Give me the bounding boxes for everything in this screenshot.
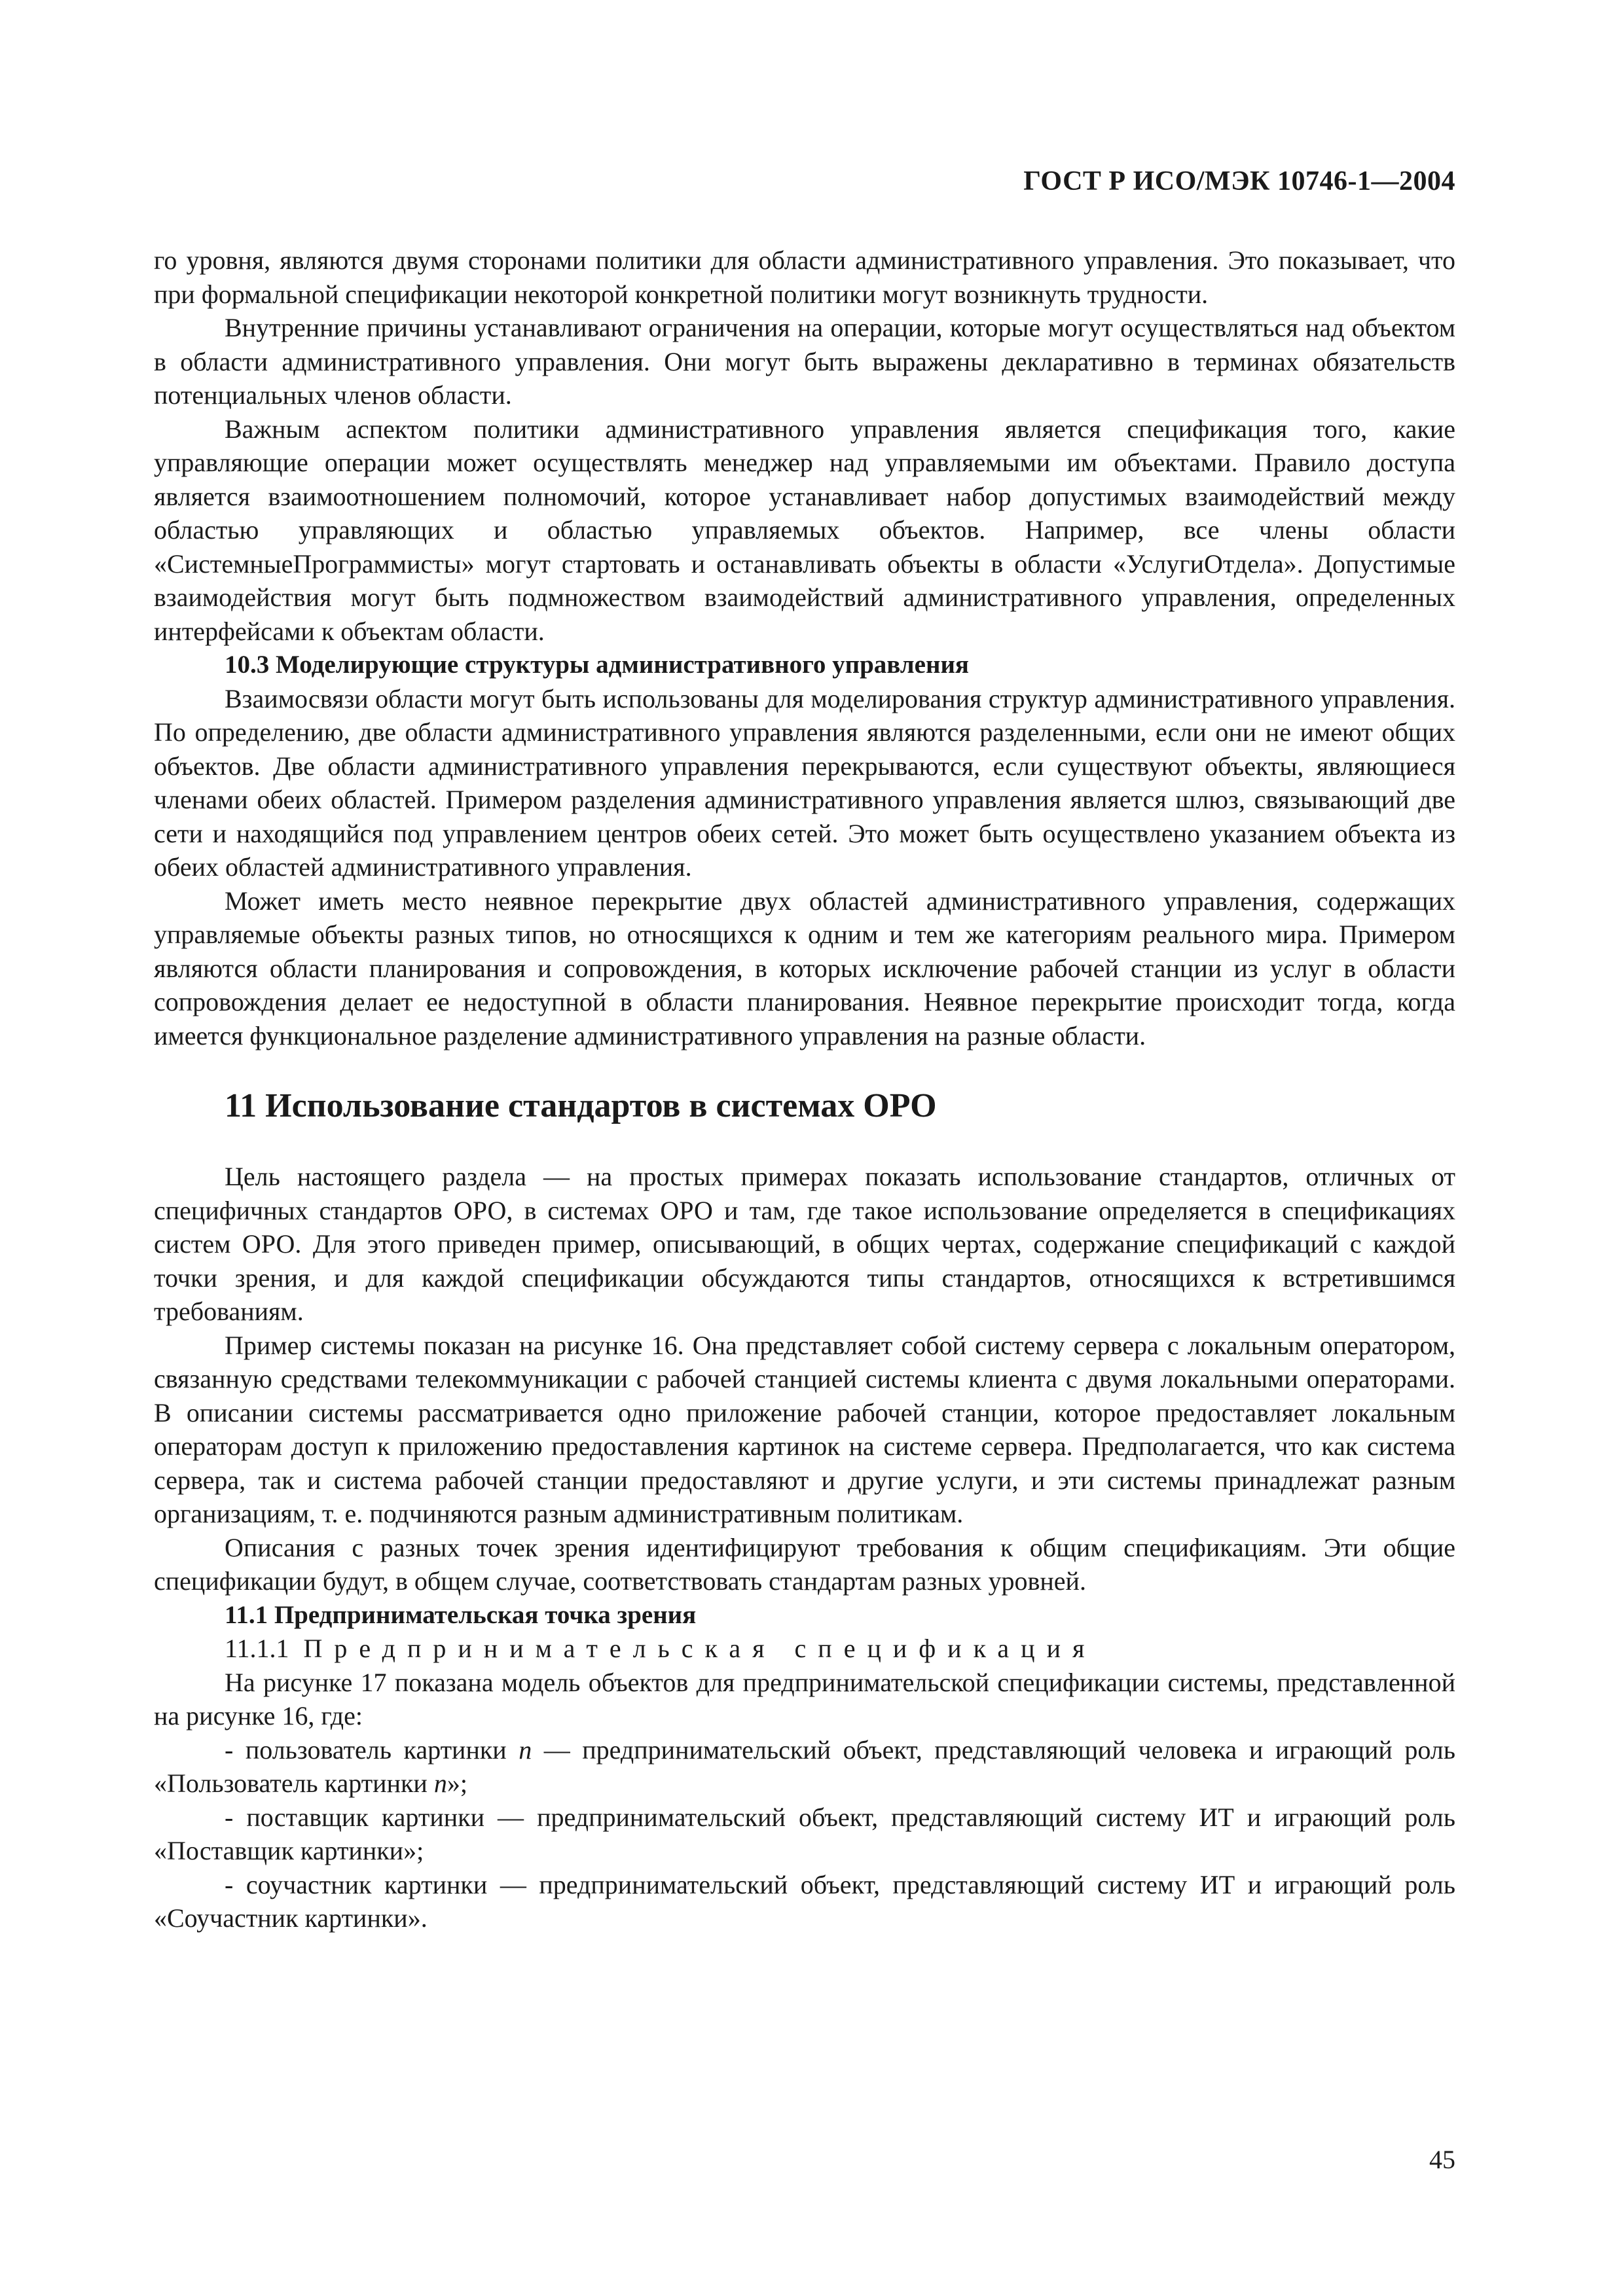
paragraph-continuation: го уровня, являются двумя сторонами политики для области административного управления. Это показывает, что при формальной спецификации некоторой конкретной политики могут возникнуть трудности.: [154, 245, 1455, 309]
clause-number: 11.1.1: [225, 1634, 289, 1663]
paragraph-internal-reasons: Внутренние причины устанавливают ограничения на операции, которые могут осуществляться над объектом в области административного управления. Они могут быть выражены декларативно в терминах обязательств потенциальных членов области.: [154, 313, 1455, 410]
subsection-heading-10-3: 10.3 Моделирующие структуры административного управления: [225, 651, 970, 679]
clause-heading-11-1-1: [154, 1632, 1455, 1666]
section-heading-11: 11 Использование стандартов в системах ОРО: [225, 1087, 937, 1124]
clause-title: Предпринимательская спецификация: [303, 1634, 1097, 1663]
paragraph-system-example: Пример системы показан на рисунке 16. Она представляет собой систему сервера с локальным оператором, связанную средствами телекоммуникации с рабочей станцией системы клиента с двумя локальными операторами. В описании системы рассматривается одно приложение рабочей станции, которое предоставляет локальным операторам доступ к приложению предоставления картинок на системе сервера. Предполагается, что как система сервера, так и система рабочей станции предоставляют и другие услуги, и эти системы принадлежат разным организациям, т. е. подчиняются разным административным политикам.: [154, 1330, 1455, 1528]
list-item-picture-user: - пользователь картинки n — предпринимательский объект, представляющий человека и играющий роль «Пользователь картинки n»;: [154, 1734, 1455, 1798]
list-item-picture-supplier: - поставщик картинки — предпринимательский объект, представляющий систему ИТ и играющий роль «Поставщик картинки»;: [154, 1802, 1455, 1865]
paragraph-access-rule: Важным аспектом политики административного управления является спецификация того, какие управляющие операции может осуществлять менеджер над управляемыми им объектами. Правило доступа является взаимоотношением полномочий, которое устанавливает набор допустимых взаимодействий между областью управляющих и областью управляемых объектов. Например, все члены области «СистемныеПрограммисты» могут стартовать и останавливать объекты в области «УслугиОтдела». Допустимые взаимодействия могут быть подмножеством взаимодействий административного управления, определенных интерфейсами к объектам области.: [154, 414, 1455, 646]
running-header: ГОСТ Р ИСО/МЭК 10746-1—2004: [1023, 166, 1455, 196]
page-content: [154, 243, 1455, 1935]
page-number: 45: [1429, 2145, 1455, 2174]
paragraph-section-purpose: Цель настоящего раздела — на простых примерах показать использование стандартов, отличных от специфичных стандартов ОРО, в системах ОРО и там, где такое использование определяется в спецификациях систем ОРО. Для этого приведен пример, описывающий, в общих чертах, содержание спецификаций с каждой точки зрения, и для каждой спецификации обсуждаются типы стандартов, относящихся к встретившимся требованиям.: [154, 1162, 1455, 1326]
paragraph-domain-relations: Взаимосвязи области могут быть использованы для моделирования структур административного управления. По определению, две области административного управления являются разделенными, если они не имеют общих объектов. Две области административного управления перекрываются, если существуют объекты, являющиеся членами обеих областей. Примером разделения административного управления является шлюз, связывающий две сети и находящийся под управлением центров обеих сетей. Это может быть осуществлено указанием объекта из обеих областей административного управления.: [154, 683, 1455, 882]
list-item-picture-participant: - соучастник картинки — предпринимательский объект, представляющий систему ИТ и играющий роль «Соучастник картинки».: [154, 1869, 1455, 1933]
paragraph-viewpoints: Описания с разных точек зрения идентифицируют требования к общим спецификациям. Эти общие спецификации будут, в общем случае, соответствовать стандартам разных уровней.: [154, 1532, 1455, 1596]
subsection-heading-11-1: 11.1 Предпринимательская точка зрения: [225, 1600, 697, 1629]
paragraph-figure-17: На рисунке 17 показана модель объектов для предпринимательской спецификации системы, представленной на рисунке 16, где:: [154, 1667, 1455, 1731]
paragraph-implicit-overlap: Может иметь место неявное перекрытие двух областей административного управления, содержащих управляемые объекты разных типов, но относящихся к одним и тем же категориям реального мира. Примером являются области планирования и сопровождения, в которых исключение рабочей станции из услуг в области сопровождения делает ее недоступной в области планирования. Неявное перекрытие происходит тогда, когда имеется функциональное разделение административного управления на разные области.: [154, 886, 1455, 1050]
